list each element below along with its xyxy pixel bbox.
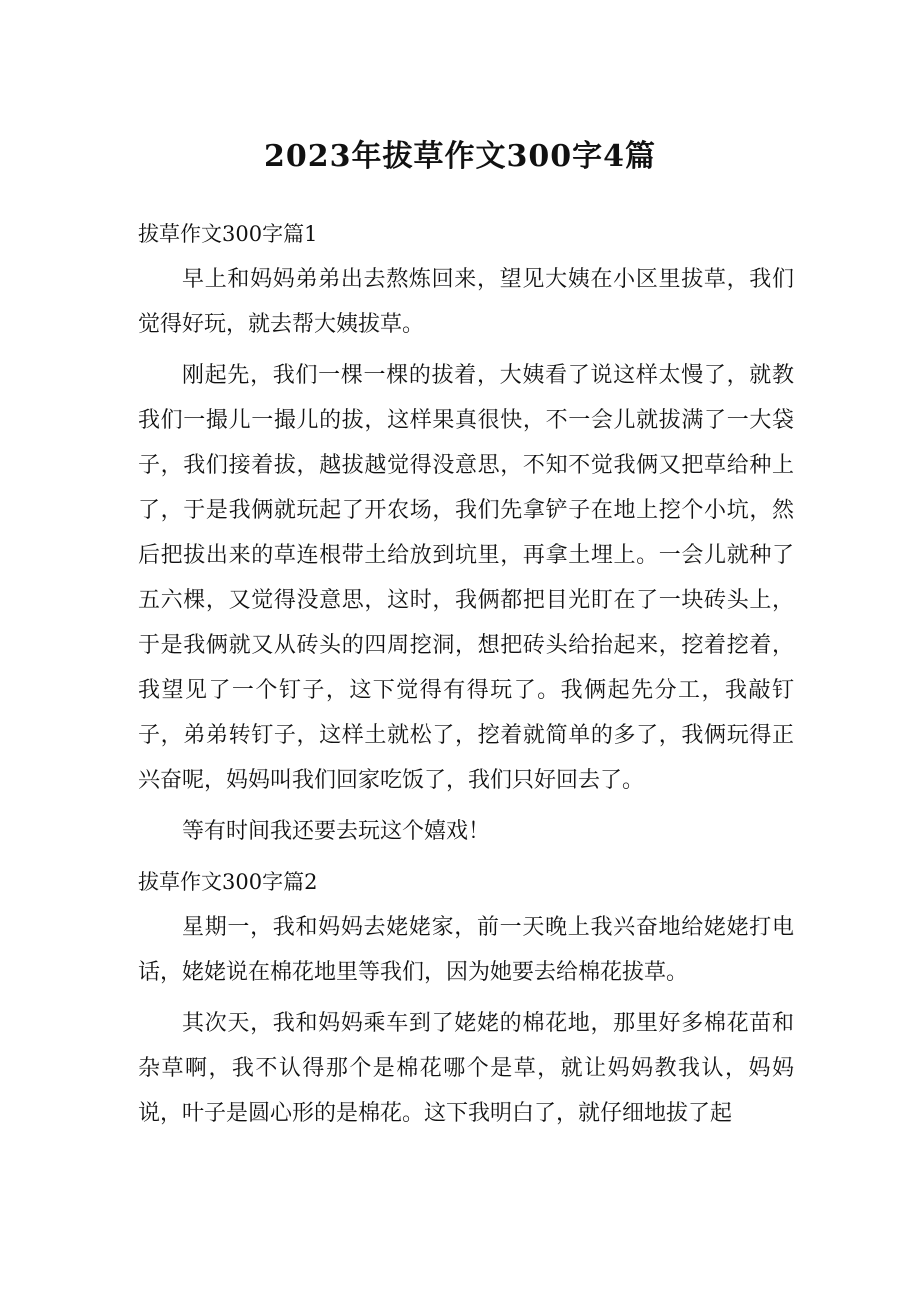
paragraph: 星期一，我和妈妈去姥姥家，前一天晚上我兴奋地给姥姥打电话，姥姥说在棉花地里等我们，因为她要去给棉花拔草。: [138, 915, 794, 985]
essay-section-2: [138, 860, 794, 1136]
section-heading: 拔草作文300字篇1: [138, 222, 318, 246]
paragraph: 其次天，我和妈妈乘车到了姥姥的棉花地，那里好多棉花苗和杂草啊，我不认得那个是棉花哪个是草，就让妈妈教我认，妈妈说，叶子是圆心形的是棉花。这下我明白了，就仔细地拔了起: [138, 1011, 794, 1126]
paragraph: 等有时间我还要去玩这个嬉戏！: [182, 819, 491, 844]
paragraph: 刚起先，我们一棵一棵的拔着，大姨看了说这样太慢了，就教我们一撮儿一撮儿的拔，这样果真很快，不一会儿就拔满了一大袋子，我们接着拔，越拔越觉得没意思，不知不觉我俩又把草给种上了，于是我俩就玩起了开农场，我们先拿铲子在地上挖个小坑，然后把拔出来的草连根带土给放到坑里，再拿土埋上。一会儿就种了五六棵，又觉得没意思，这时，我俩都把目光盯在了一块砖头上，于是我俩就又从砖头的四周挖洞，想把砖头给抬起来，挖着挖着，我望见了一个钉子，这下觉得有得玩了。我俩起先分工，我敲钉子，弟弟转钉子，这样土就松了，挖着就简单的多了，我俩玩得正兴奋呢，妈妈叫我们回家吃饭了，我们只好回去了。: [138, 363, 794, 793]
paragraph: 早上和妈妈弟弟出去熬炼回来，望见大姨在小区里拔草，我们觉得好玩，就去帮大姨拔草。: [138, 267, 794, 337]
document-body: [138, 212, 794, 1142]
section-heading: 拔草作文300字篇2: [138, 870, 318, 894]
essay-section-1: [138, 212, 794, 854]
document-title: 2023年拔草作文300字4篇: [264, 139, 656, 174]
